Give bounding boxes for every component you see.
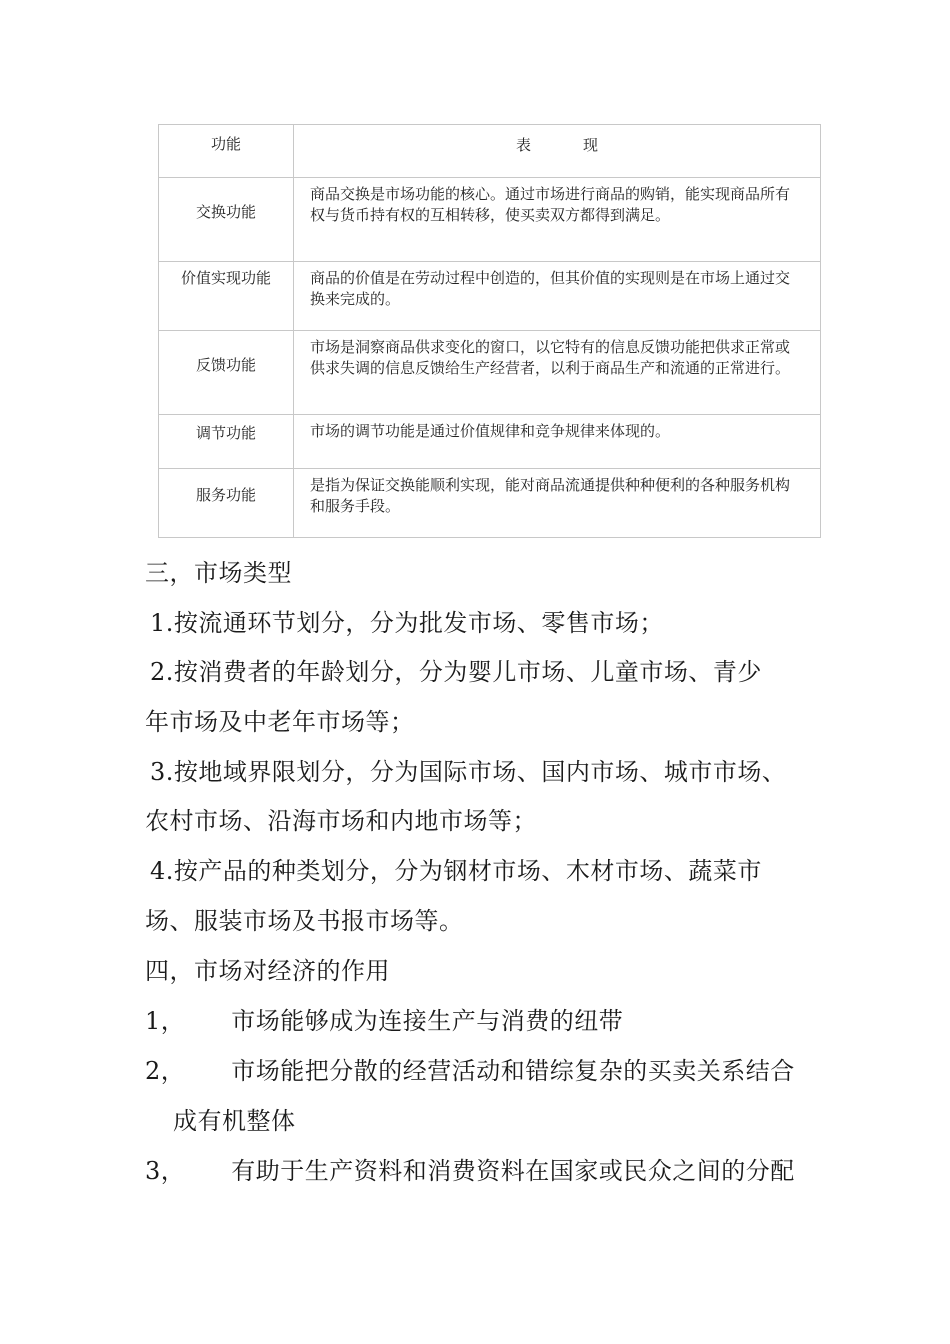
row-function-name: 服务功能 xyxy=(159,469,294,538)
row-function-desc: 商品交换是市场功能的核心。通过市场进行商品的购销，能实现商品所有权与货币持有权的互相转移，使买卖双方都得到满足。 xyxy=(294,178,821,262)
section3-line-3a: 3.按地域界限划分，分为国际市场、国内市场、城市市场、 xyxy=(150,758,787,786)
header-desc-char-2: 现 xyxy=(583,136,599,154)
table-header-row xyxy=(159,125,821,178)
row-function-desc: 市场的调节功能是通过价值规律和竞争规律来体现的。 xyxy=(294,415,821,469)
function-table xyxy=(158,124,821,538)
item-text: 市场能把分散的经营活动和错综复杂的买卖关系结合 xyxy=(231,1057,795,1085)
section4-item-1 xyxy=(145,1006,623,1036)
table-row xyxy=(159,262,821,331)
header-function: 功能 xyxy=(159,125,294,178)
row-function-desc: 是指为保证交换能顺利实现，能对商品流通提供种种便利的各种服务机构和服务手段。 xyxy=(294,469,821,538)
section4-item-3 xyxy=(145,1156,795,1186)
section3-heading: 三，市场类型 xyxy=(145,559,292,587)
section3-line-4a: 4.按产品的种类划分，分为钢材市场、木材市场、蔬菜市 xyxy=(150,857,762,885)
table-row xyxy=(159,415,821,469)
row-function-desc: 市场是洞察商品供求变化的窗口，以它特有的信息反馈功能把供求正常或供求失调的信息反馈给生产经营者，以利于商品生产和流通的正常进行。 xyxy=(294,331,821,415)
row-function-name: 反馈功能 xyxy=(159,331,294,415)
section4-heading: 四，市场对经济的作用 xyxy=(145,957,390,985)
row-function-name: 价值实现功能 xyxy=(159,262,294,331)
item-text: 市场能够成为连接生产与消费的纽带 xyxy=(231,1007,624,1035)
item-number: 2， xyxy=(145,1057,186,1085)
section3-line-1: 1.按流通环节划分，分为批发市场、零售市场； xyxy=(150,609,664,637)
row-function-desc: 商品的价值是在劳动过程中创造的，但其价值的实现则是在市场上通过交换来完成的。 xyxy=(294,262,821,331)
section4-item-2 xyxy=(145,1056,795,1086)
section3-line-2a: 2.按消费者的年龄划分，分为婴儿市场、儿童市场、青少 xyxy=(150,658,762,686)
section4-item-2-cont: 成有机整体 xyxy=(173,1107,296,1135)
table-row xyxy=(159,331,821,415)
table-row xyxy=(159,178,821,262)
row-function-name: 调节功能 xyxy=(159,415,294,469)
item-number: 3， xyxy=(145,1157,186,1185)
item-text: 有助于生产资料和消费资料在国家或民众之间的分配 xyxy=(231,1157,795,1185)
header-description xyxy=(294,125,821,178)
section3-line-3b: 农村市场、沿海市场和内地市场等； xyxy=(145,807,537,835)
row-function-name: 交换功能 xyxy=(159,178,294,262)
table-row xyxy=(159,469,821,538)
header-desc-char-1: 表 xyxy=(515,136,531,154)
section3-line-4b: 场、服装市场及书报市场等。 xyxy=(145,907,464,935)
item-number: 1， xyxy=(145,1007,186,1035)
section3-line-2b: 年市场及中老年市场等； xyxy=(145,708,415,736)
